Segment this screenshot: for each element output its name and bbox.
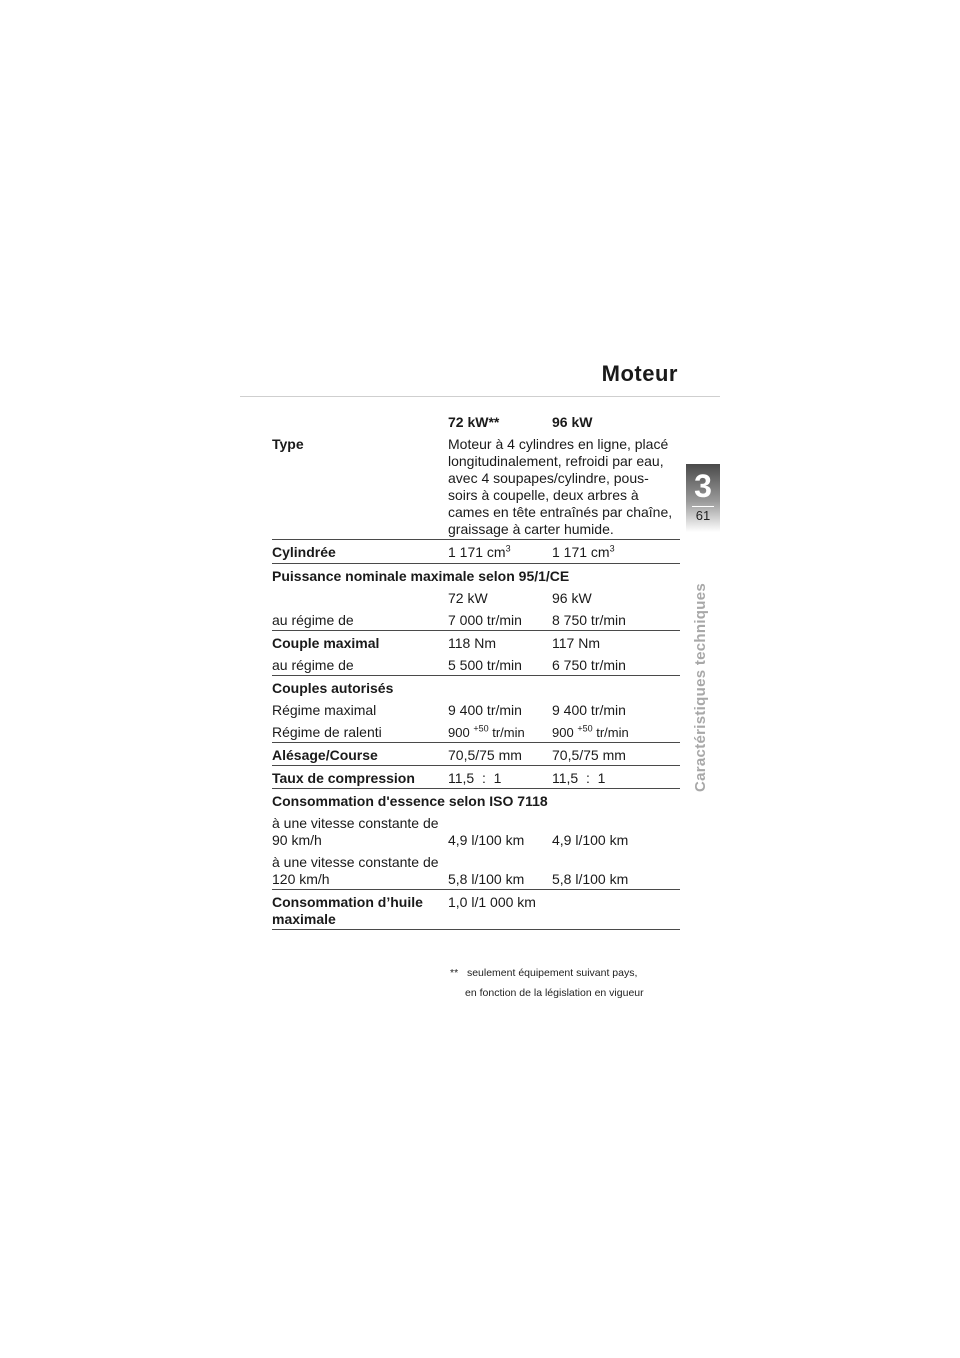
table-header-row [272, 414, 680, 431]
conso-huile-row: Consommation d’huile maximale 1,0 l/1 000 km [272, 890, 680, 930]
puissance-block: Puissance nominale maximale selon 95/1/CE 72 kW 96 kW au régime de 7 000 tr/min 8 750 tr/min [272, 564, 680, 631]
page-number: 61 [695, 508, 711, 523]
header-72kw: 72 kW** [448, 414, 500, 430]
type-description: Moteur à 4 cylindres en ligne, placé longitudinalement, refroidi par eau, avec 4 soupapes/cylindre, pous- soirs à coupelle, deux arbres à cames en tête entraînés par chaîne, graissage à carter humide. [448, 436, 673, 537]
cylindree-row: Cylindrée 1 171 $cm^3$ 1 171 $cm^3$ [272, 540, 680, 564]
type-row [272, 436, 680, 540]
couple-block: Couple maximal 118 Nm 117 Nm au régime de 5 500 tr/min 6 750 tr/min [272, 631, 680, 676]
conso-essence-block: Consommation d'essence selon ISO 7118 à une vitesse constante de 90 km/h 4,9 l/100 km 4,9 l/100 km à une vitesse constante de 120 km/h 5,8 l/100 km 5,8 l/100 km [272, 789, 680, 890]
chapter-divider [692, 506, 714, 507]
alesage-row: Alésage/Course 70,5/75 mm 70,5/75 mm [272, 743, 680, 766]
footnote: ** seulement équipement suivant pays, en fonction de la législation en vigueur [450, 967, 644, 999]
compression-row: Taux de compression 11,5 : 1 11,5 : 1 [272, 766, 680, 789]
couples-autorises-block: Couples autorisés Régime maximal 9 400 tr/min 9 400 tr/min Régime de ralenti 900 $^{+50}$ tr/min 900 $^{+50}$ tr/min [272, 676, 680, 743]
type-label: Type [272, 436, 304, 452]
spec-table [272, 414, 680, 930]
chapter-side-label: Caractéristiques techniques [692, 582, 709, 792]
page-title: Moteur [601, 361, 678, 386]
title-divider [240, 396, 720, 397]
header-96kw: 96 kW [552, 414, 593, 430]
puissance-label: Puissance nominale maximale selon 95/1/CE [272, 568, 570, 584]
chapter-number: 3 [694, 468, 712, 504]
